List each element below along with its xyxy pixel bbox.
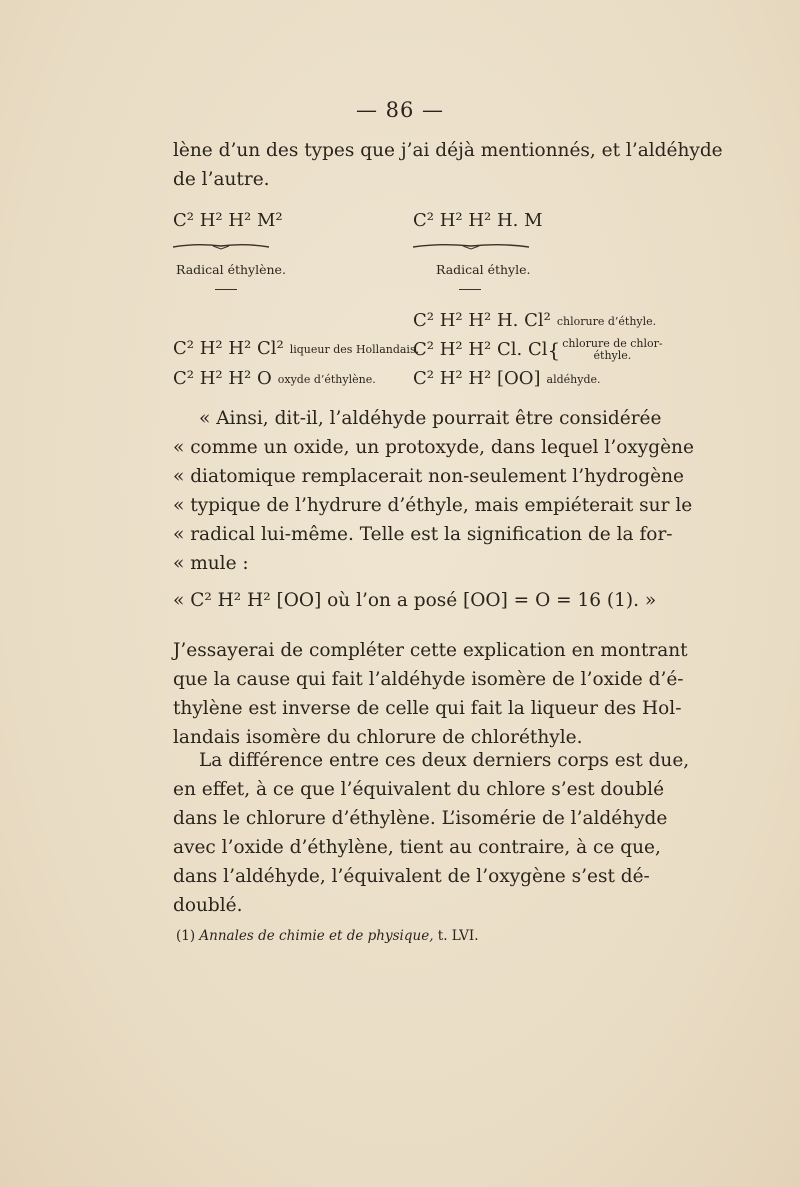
text-line: J’essayerai de compléter cette explication en montrant [173,640,688,661]
text-line: La différence entre ces deux derniers corps est due, [199,750,690,771]
footnote-number: (1) [176,928,196,944]
short-rule-left [215,289,237,290]
text-line: « comme un oxide, un protoxyde, dans lequel l’oxygène [173,437,694,458]
text-line: « typique de l’hydrure d’éthyle, mais empiéterait sur le [173,495,693,516]
explanation-paragraph [173,636,688,752]
intro-paragraph [173,136,723,194]
text-line: thylène est inverse de celle qui fait la liqueur des Hol- [173,698,682,719]
formula-line: « C² H² H² [OO] où l’on a posé [OO] = O = 16 (1). » [173,590,657,611]
quote-paragraph [173,404,694,578]
text-line: « Ainsi, dit-il, l’aldéhyde pourrait être considérée [199,408,662,429]
swash-divider-left [173,242,269,250]
aldehyde-formula: C² H² H² [OO] aldéhyde. [413,368,601,389]
text-line: dans le chlorure d’éthylène. L’isomérie de l’aldéhyde [173,808,668,829]
text-line: landais isomère du chlorure de chloréthyle. [173,727,583,748]
oxyde-ethylene-formula: C² H² H² O oxyde d’éthylène. [173,368,376,389]
radical-ethylene-formula: C² H² H² M² [173,210,283,231]
footnote-volume: t. LVI. [433,928,479,944]
text-line: dans l’aldéhyde, l’équivalent de l’oxygène s’est dé- [173,866,650,887]
text-line: de l’autre. [173,169,270,190]
oxyde-ethylene-note: oxyde d’éthylène. [277,372,376,386]
difference-paragraph [173,746,690,920]
liqueur-hollandais-formula: C² H² H² Cl² liqueur des Hollandais. [173,338,420,359]
radical-ethyle-formula: C² H² H² H. M [413,210,543,231]
text-line: doublé. [173,895,243,916]
radical-ethylene-label: Radical éthylène. [176,262,286,277]
chlorure-ethyle-formula: C² H² H² H. Cl² chlorure d’éthyle. [413,310,657,331]
footnote-journal: Annales de chimie et de physique, [199,928,434,944]
text-line: avec l’oxide d’éthylène, tient au contraire, à ce que, [173,837,661,858]
chlorure-chlorethyle-note: chlorure de chlor- éthyle. [562,337,663,362]
text-line: en effet, à ce que l’équivalent du chlore s’est doublé [173,779,665,800]
aldehyde-note: aldéhyde. [546,372,601,386]
text-line: lène d’un des types que j’ai déjà mentionnés, et l’aldéhyde [173,140,723,161]
short-rule-right [459,289,481,290]
page-number: — 86 — [355,98,445,122]
text-line: « diatomique remplacerait non-seulement l’hydrogène [173,466,684,487]
text-line: « mule : [173,553,249,574]
text-line: que la cause qui fait l’aldéhyde isomère de l’oxide d’é- [173,669,684,690]
liqueur-hollandais-note: liqueur des Hollandais. [289,342,420,356]
radical-ethyle-label: Radical éthyle. [436,262,531,277]
chlorure-chlorethyle-formula: C² H² H² Cl. Cl{ chlorure de chlor- éthyle. [413,337,663,362]
text-line: « radical lui-même. Telle est la signification de la for- [173,524,673,545]
footnote [176,928,479,944]
swash-divider-right [413,242,529,250]
chlorure-ethyle-note: chlorure d’éthyle. [556,314,657,328]
